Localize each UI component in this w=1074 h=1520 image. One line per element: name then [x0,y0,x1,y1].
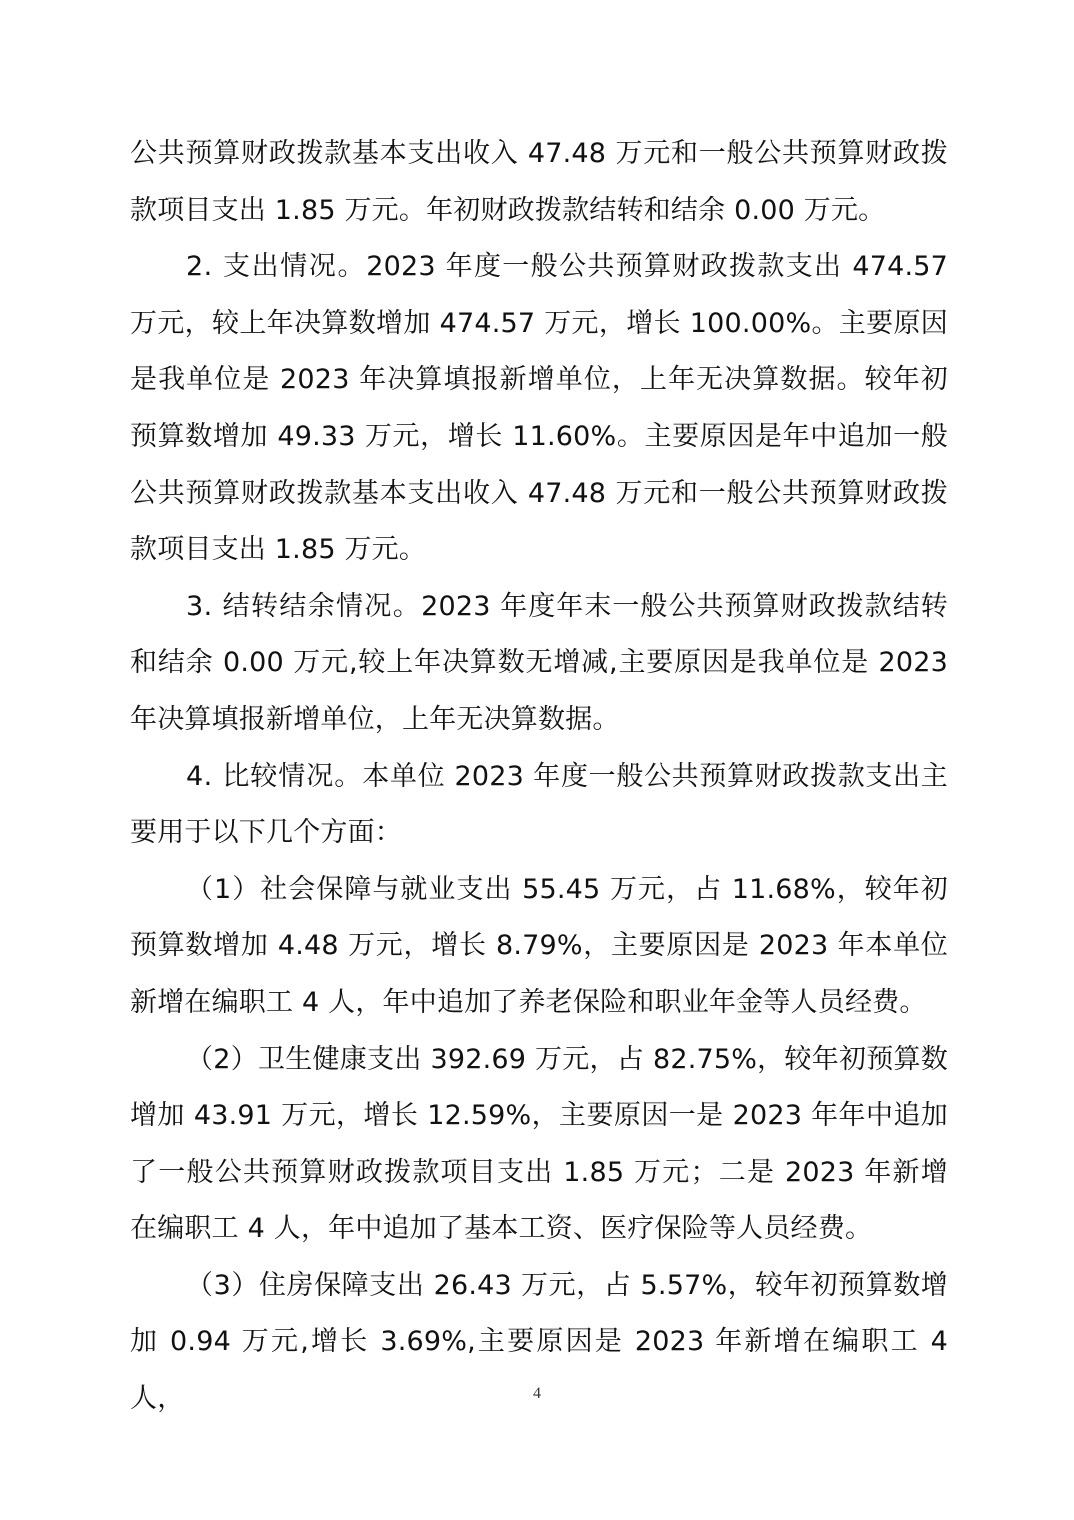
page-number: 4 [533,1385,541,1402]
paragraph-text: 本单位 2023 年度一般公共预算财政拨款支出主要用于以下几个方面： [130,760,948,849]
document-body [130,126,948,1428]
section-heading-comparison: 4. 比较情况。 [186,760,363,792]
paragraph-budget-income-continued [130,126,948,239]
section-heading-expenditure: 2. 支出情况。 [186,251,367,283]
paragraph-text: 2023 年度一般公共预算财政拨款支出 474.57 万元，较上年决算数增加 474.57 万元，增长 100.00%。主要原因是我单位是 2023 年决算填报新增单位，上年无决算数据。较年初预算数增加 49.33 万元，增长 11.60%。主要原因是年中追加一般公共预算财政拨款基本支出收入 47.48 万元和一般公共预算财政拨款项目支出 1.85 万元。 [130,251,948,566]
paragraph-text: 公共预算财政拨款基本支出收入 47.48 万元和一般公共预算财政拨款项目支出 1.85 万元。年初财政拨款结转和结余 0.00 万元。 [130,138,948,226]
paragraph-text: （1）社会保障与就业支出 55.45 万元，占 11.68%，较年初预算数增加 4.48 万元，增长 8.79%，主要原因是 2023 年本单位新增在编职工 4 人，年中追加了养老保险和职业年金等人员经费。 [130,873,948,1018]
paragraph-expenditure [130,239,948,579]
section-heading-carryover: 3. 结转结余情况。 [186,590,422,622]
paragraph-text: 2023 年度年末一般公共预算财政拨款结转和结余 0.00 万元,较上年决算数无增减,主要原因是我单位是 2023 年决算填报新增单位，上年无决算数据。 [130,590,948,735]
paragraph-health [130,1032,948,1258]
paragraph-comparison [130,749,948,862]
paragraph-text: （3）住房保障支出 26.43 万元，占 5.57%，较年初预算数增加 0.94 万元,增长 3.69%,主要原因是 2023 年新增在编职工 4 人， [130,1269,948,1415]
paragraph-text: （2）卫生健康支出 392.69 万元，占 82.75%，较年初预算数增加 43.91 万元，增长 12.59%，主要原因一是 2023 年年中追加了一般公共预算财政拨款项目支出 1.85 万元；二是 2023 年新增在编职工 4 人，年中追加了基本工资、医疗保险等人员经费。 [130,1043,948,1245]
paragraph-carryover [130,579,948,749]
paragraph-social-security [130,862,948,1032]
